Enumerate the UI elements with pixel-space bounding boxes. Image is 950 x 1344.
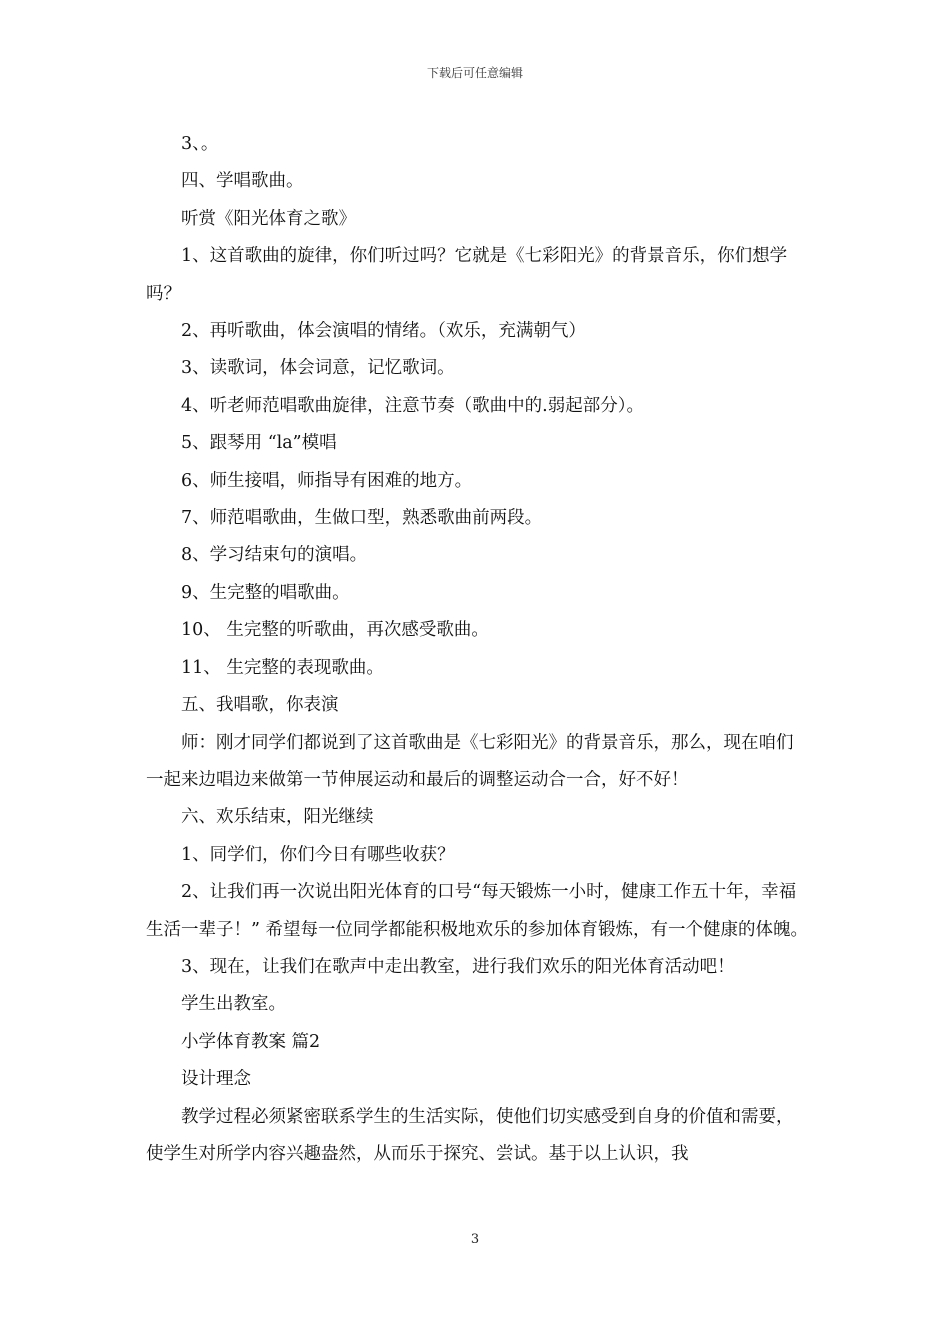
paragraph-8: 5、跟琴用 “la”模唱	[181, 433, 337, 454]
paragraph-9: 6、师生接唱，师指导有困难的地方。	[181, 470, 473, 491]
paragraph-13: 10、 生完整的听歌曲，再次感受歌曲。	[181, 620, 489, 641]
paragraph-12: 9、生完整的唱歌曲。	[181, 582, 350, 603]
paragraph-20: 3、现在，让我们在歌声中走出教室，进行我们欢乐的阳光体育活动吧！	[181, 956, 735, 977]
paragraph-15: 五、我唱歌，你表演	[181, 695, 339, 716]
paragraph-21: 学生出教室。	[181, 994, 286, 1015]
paragraph-19: 2、让我们再一次说出阳光体育的口号“每天锻炼一小时，健康工作五十年，幸福生活一辈子！” 希望每一位同学都能积极地欢乐的参加体育锻炼，有一个健康的体魄。	[146, 882, 809, 940]
paragraph-23: 设计理念	[181, 1069, 251, 1090]
paragraph-18: 1、同学们，你们今日有哪些收获？	[181, 844, 455, 865]
paragraph-16: 师：刚才同学们都说到了这首歌曲是《七彩阳光》的背景音乐，那么，现在咱们一起来边唱边来做第一节伸展运动和最后的调整运动合一合，好不好！	[146, 732, 794, 790]
paragraph-17: 六、欢乐结束，阳光继续	[181, 807, 374, 828]
paragraph-6: 3、读歌词，体会词意，记忆歌词。	[181, 358, 455, 379]
paragraph-2: 四、学唱歌曲。	[181, 171, 304, 192]
paragraph-24: 教学过程必须紧密联系学生的生活实际，使他们切实感受到自身的价值和需要，使学生对所学内容兴趣盎然，从而乐于探究、尝试。基于以上认识，我	[146, 1106, 794, 1164]
document-body	[146, 126, 810, 1173]
paragraph-7: 4、听老师范唱歌曲旋律，注意节奏（歌曲中的.弱起部分）。	[181, 395, 644, 416]
paragraph-5: 2、再听歌曲，体会演唱的情绪。（欢乐，充满朝气）	[181, 321, 586, 342]
paragraph-10: 7、师范唱歌曲，生做口型，熟悉歌曲前两段。	[181, 508, 543, 529]
paragraph-11: 8、学习结束句的演唱。	[181, 545, 368, 566]
paragraph-22: 小学体育教案 篇2	[181, 1031, 321, 1052]
page-number: 3	[470, 1232, 480, 1247]
page-header: 下载后可任意编辑	[426, 66, 523, 80]
paragraph-4: 1、这首歌曲的旋律，你们听过吗？它就是《七彩阳光》的背景音乐，你们想学吗？	[146, 246, 788, 304]
paragraph-1: 3、。	[181, 134, 219, 154]
paragraph-14: 11、 生完整的表现歌曲。	[181, 657, 384, 678]
paragraph-3: 听赏《阳光体育之歌》	[181, 208, 356, 229]
